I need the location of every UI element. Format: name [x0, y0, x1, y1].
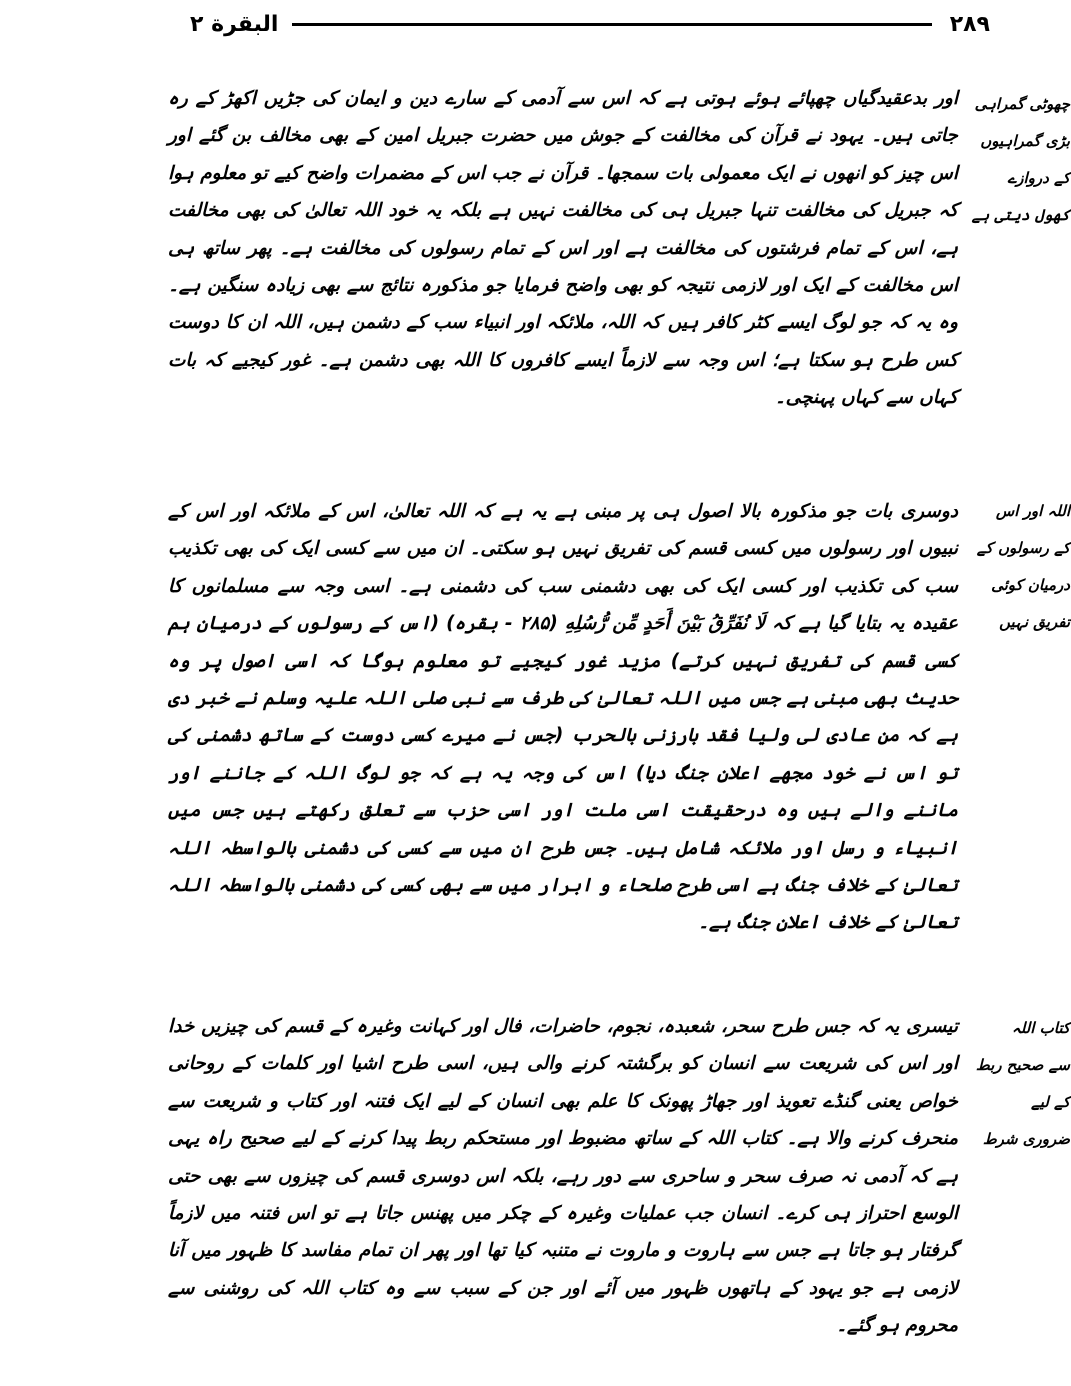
body-paragraph-2	[168, 493, 958, 942]
margin-note-2	[976, 493, 1070, 641]
margin-note-line: درمیان کوئی	[991, 576, 1070, 594]
margin-note-line: کے رسولوں کے	[976, 539, 1070, 557]
paragraph-text: اور بدعقیدگیاں چھپائے ہوئے ہوتی ہے کہ اس سے آدمی کے سارے دین و ایمان کی جڑیں اکھڑ کے رہ جاتی ہیں۔ یہود ‌نے قرآن کی مخالفت کے جوش میں حضرت جبریل امین کے بھی مخالف بن گئے اور اس چیز کو انھوں نے ایک معمولی بات سمجھا۔ قرآن نے جب اس کے مضمرات واضح کیے تو معلوم ہوا کہ جبریل کی مخالفت تنہا جبریل ہی کی مخالفت نہیں ہے بلکہ یہ خود اللہ تعالیٰ کی بھی مخالفت ہے، اس کے تمام فرشتوں کی مخالفت ہے اور اس کے تمام رسولوں کی مخالفت ہے۔ پھر ساتھ ہی اس مخالفت کے ایک اور لازمی نتیجہ کو بھی واضح فرمایا جو مذکورہ نتائج سے بھی زیادہ سنگین ہے۔ وہ یہ کہ جو لوگ ایسے کٹر کافر ہیں کہ اللہ، ملائکہ اور انبیاء سب کے دشمن ہیں، اللہ ان کا دوست کس طرح ہو سکتا ہے؛ اس وجہ سے لازماً ایسے کافروں کا اللہ بھی دشمن ہے۔ غور کیجیے کہ بات کہاں سے کہاں پہنچی۔	[168, 88, 958, 409]
running-header	[190, 8, 990, 40]
margin-note-line: اللہ اور اس	[995, 502, 1070, 520]
paragraph-text: دوسری بات جو مذکورہ بالا اصول ہی پر مبنی ہے یہ ہے کہ اللہ تعالیٰ، اس کے ملائکہ اور اس کے نبیوں اور رسولوں میں کسی قسم کی تفریق نہیں ہو سکتی۔ ان میں سے کسی ایک کی بھی تکذیب سب کی تکذیب اور کسی ایک کی بھی دشمنی سب کی دشمنی ہے۔ اسی وجہ سے مسلمانوں کا عقیدہ یہ بتایا گیا ہے کہ لَا نُفَرِّقُ بَيْنَ أَحَدٍ مِّن رُّسُلِهِ (۲۸۵ - بقرہ) (اس کے رسولوں کے درمیان ہم کسی قسم کی تفریق نہیں کرتے) مزید غور کیجیے تو معلوم ہوگا کہ اسی اصول پر وہ حدیث بھی مبنی ہے جس میں اللہ تعالیٰ کی طرف سے نبی صلی اللہ علیہ وسلم نے خبر دی ہے کہ من عادی لی ولیا فقد بارزنی بالحرب (جس نے میرے کسی دوست کے ساتھ دشمنی کی تو اس نے خود مجھے اعلانِ جنگ دیا) اس کی وجہ یہ ہے کہ جو لوگ اللہ کے جاننے اور ماننے والے ہیں وہ درحقیقت اسی ملت اور اسی حزب سے تعلق رکھتے ہیں جس میں انبیاء و رسل اور ملائکہ شامل ہیں۔ جس طرح ان میں سے کسی کی دشمنی بالواسطہ اللہ تعالیٰ کے خلاف جنگ ہے اسی طرح صلحاء و ابرار میں سے بھی کسی کی دشمنی بالواسطہ اللہ تعالیٰ کے خلاف اعلانِ جنگ ہے۔	[168, 501, 958, 934]
margin-note-line: ضروری شرط	[982, 1130, 1070, 1148]
header-rule	[292, 23, 931, 26]
chapter-title: البقرة ۲	[190, 11, 279, 37]
margin-note-line: بڑی گمراہیوں	[980, 132, 1070, 150]
body-paragraph-3	[168, 1008, 958, 1345]
paragraph-text: تیسری یہ کہ جس طرح سحر، شعبدہ، نجوم، حاضرات، فال اور کہانت وغیرہ کے قسم کی چیزیں خدا اور اس کی شریعت سے انسان کو برگشتہ کرنے والی ہیں، اسی طرح اشیا اور کلمات کے روحانی خواص یعنی گنڈے تعویذ اور جھاڑ پھونک کا علم بھی انسان کے لیے ایک فتنہ اور کتاب و شریعت سے منحرف کرنے والا ہے۔ کتاب اللہ کے ساتھ مضبوط اور مستحکم ربط پیدا کرنے کے لیے صحیح راہ یہی ہے کہ آدمی نہ صرف سحر و ساحری سے دور رہے، بلکہ اس دوسری قسم کی چیزوں سے بھی حتی الوسع احتراز ہی کرے۔ انسان جب عملیات وغیرہ کے چکر میں پھنس جاتا ہے تو اس فتنہ میں لازماً گرفتار ہو جاتا ہے جس سے ہاروت و ماروت نے متنبہ کیا تھا اور پھر ان تمام مفاسد کا ظہور میں آنا لازمی ہے جو یہود کے ہاتھوں ظہور میں آئے اور جن کے سبب سے وہ کتاب اللہ کی روشنی سے محروم ہو گئے۔	[168, 1016, 958, 1337]
margin-note-line: چھوٹی گمراہی	[974, 95, 1070, 113]
body-paragraph-1	[168, 80, 958, 417]
margin-note-line: تفریق نہیں	[999, 613, 1070, 631]
margin-note-line: کھول دیتی ہے	[971, 206, 1070, 224]
margin-note-line: سے صحیح ربط	[975, 1056, 1070, 1074]
margin-note-1	[971, 86, 1070, 234]
margin-note-line: کتاب اللہ	[1011, 1019, 1070, 1037]
margin-note-line: کے دروازے	[1007, 169, 1070, 187]
page-number: ۲۸۹	[949, 11, 990, 37]
margin-note-3	[975, 1010, 1070, 1158]
margin-note-line: کے لیے	[1030, 1093, 1070, 1111]
